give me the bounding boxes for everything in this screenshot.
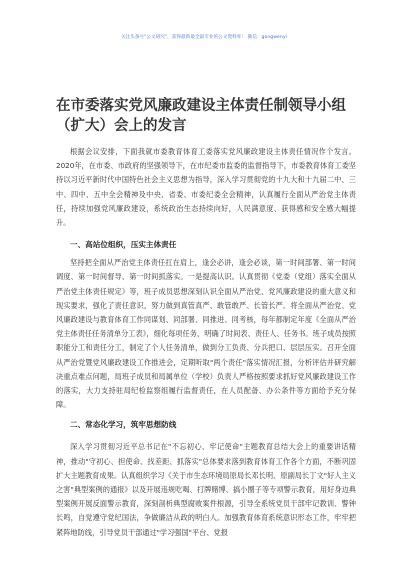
page-title: 在市委落实党风廉政建设主体责任制领导小组（扩大）会上的发言 [56, 98, 346, 134]
section-1-paragraph: 坚持把全面从严治党主体责任扛在肩上，逢会必讲，逢会必谈，第一时间部署、第一时间调度、第一时间督导、第一时间抓落实。一是提高认识。认真贯彻《党委（党组）落实全面从严治党主体责任规定》等，班子成员思想深刻认识全面从严治党、党风廉政建设的重大意义和现实要求，强化了责任意识，努力做到真管真严、敢管敢严、长管长严。将全面从严治党、党风廉政建设与教育体育工作同谋划、同部署、同推进、同考核，每年都制定年度《全面从严治党主体责任任务清单分工表》，细化每项任务，明确了时间表、责任人、任务书。班子成员按照职能分工和责任分工，制定了个人任务清单，做到分工负责、分兵把口、层层压实。召开全面从严治党暨党风廉政建设工作推进会，定期听取"两个责任"落实情况汇报，分析评估并研究解决重点难点问题，局班子成员和局属单位（学校）负责人严格按照要求抓好党风廉政建设工作的落实，大力支持驻局纪检监察组履行监督责任，在人员配备、办公条件等方面给予充分保障。 [56, 258, 356, 410]
section-heading-1: 一、高站位组织，压实主体责任 [70, 240, 177, 250]
document-body [56, 145, 356, 540]
header-banner: 关注头条号"公文研究"，获得最新最全最专业的公文资料库！ 微信：gongwenyi [120, 35, 287, 40]
section-2-paragraph: 深入学习贯彻习近平总书记在"不忘初心、牢记使命"主题教育总结大会上的重要讲话精神，推动"守初心、担使命、找差距、抓落实"总体要求落到教育体育工作各个方面，不断巩固扩大主题教育成果。认真组织学习《关于市生态环境局原局长邓长明、原副局长丁文"好人主义之害"典型案例的通报》以及开展违规吃喝、打牌赌博、搞小圈子等专项警示教育，用好身边典型案例开展反面警示教育，深刻剖析典型腐败案件根源，引导全系统党员干部牢记教训、警钟长鸣，自觉遵守党纪国法，争做廉洁从政的明白人。加强教育体育系统意识形态工作，牢牢把紧阵地防线，引导党员干部通过"学习强国"平台、党报 [56, 442, 356, 537]
intro-paragraph: 根据会议安排，下面我就市委教育体育工委落实党风廉政建设主体责任情况作个发言。2020年，在市委、市政府的坚强领导下，在市纪委市监委的监督指导下，市委教育体育工委坚持以习近平新时代中国特色社会主义思想为指导，深入学习贯彻党的十九大和十九届二中、三中、四中、五中全会精神及中央、省委、市委纪委全会精神，认真履行全面从严治党主体责任，持续加强党风廉政建设，系统政治生态持续向好，人民满意度、获得感和安全感大幅提升。 [56, 147, 356, 228]
section-heading-2: 二、常态化学习，筑牢思想防线 [70, 420, 177, 430]
